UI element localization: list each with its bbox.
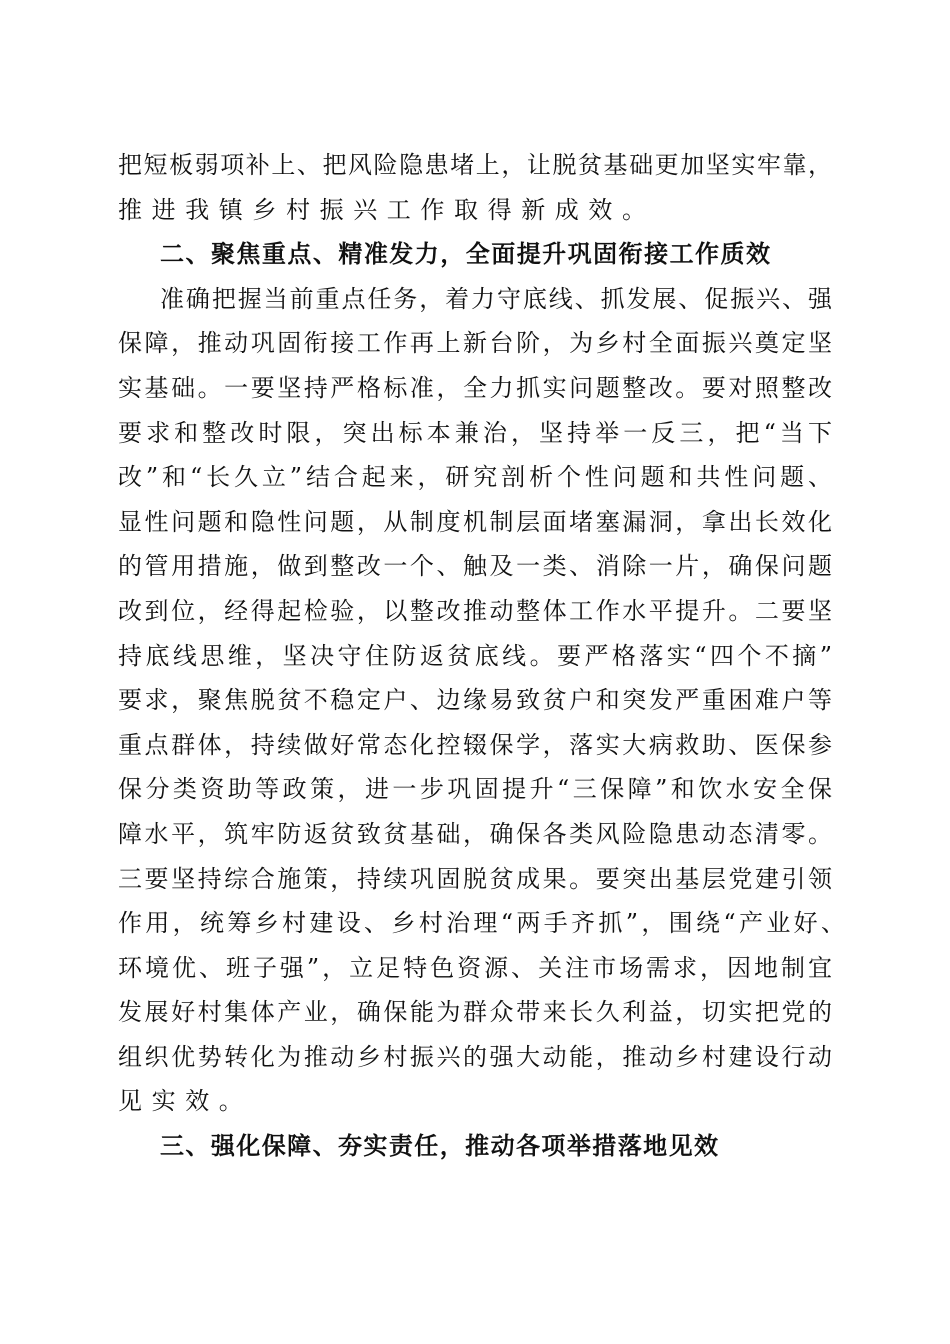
paragraph-line: 准确把握当前重点任务，着力守底线、抓发展、促振兴、强 (160, 284, 832, 313)
paragraph-line: 三要坚持综合施策，持续巩固脱贫成果。要突出基层党建引领 (118, 864, 832, 893)
document-page (0, 143, 950, 1169)
paragraph-line: 的管用措施，做到整改一个、触及一类、消除一片，确保问题 (118, 552, 832, 581)
section-heading-2: 二、聚焦重点、精准发力，全面提升巩固衔接工作质效 (160, 240, 770, 269)
paragraph-line: 见实效。 (118, 1087, 253, 1116)
paragraph-line: 要求和整改时限，突出标本兼治，坚持举一反三，把“当下 (118, 418, 832, 447)
paragraph-line: 要求，聚焦脱贫不稳定户、边缘易致贫户和突发严重困难户等 (118, 686, 832, 715)
paragraph-line: 实基础。一要坚持严格标准，全力抓实问题整改。要对照整改 (118, 373, 832, 402)
paragraph-line: 保障，推动巩固衔接工作再上新台阶，为乡村全面振兴奠定坚 (118, 329, 832, 358)
paragraph-line: 推进我镇乡村振兴工作取得新成效。 (118, 195, 656, 224)
paragraph-line: 显性问题和隐性问题，从制度机制层面堵塞漏洞，拿出长效化 (118, 507, 832, 536)
paragraph-line: 组织优势转化为推动乡村振兴的强大动能，推动乡村建设行动 (118, 1042, 832, 1071)
paragraph-line: 改到位，经得起检验，以整改推动整体工作水平提升。二要坚 (118, 596, 832, 625)
paragraph-line: 重点群体，持续做好常态化控辍保学，落实大病救助、医保参 (118, 730, 832, 759)
paragraph-line: 障水平，筑牢防返贫致贫基础，确保各类风险隐患动态清零。 (118, 819, 832, 848)
paragraph-line: 改”和“长久立”结合起来，研究剖析个性问题和共性问题、 (118, 463, 832, 492)
paragraph-line: 环境优、班子强”，立足特色资源、关注市场需求，因地制宜 (118, 953, 832, 982)
section-heading-3: 三、强化保障、夯实责任，推动各项举措落地见效 (160, 1132, 718, 1161)
paragraph-line: 作用，统筹乡村建设、乡村治理“两手齐抓”，围绕“产业好、 (118, 909, 845, 938)
paragraph-line: 持底线思维，坚决守住防返贫底线。要严格落实“四个不摘” (118, 641, 832, 670)
paragraph-line: 把短板弱项补上、把风险隐患堵上，让脱贫基础更加坚实牢靠， (118, 151, 832, 179)
paragraph-line: 保分类资助等政策，进一步巩固提升“三保障”和饮水安全保 (118, 775, 832, 804)
paragraph-line: 发展好村集体产业，确保能为群众带来长久利益，切实把党的 (118, 998, 832, 1027)
